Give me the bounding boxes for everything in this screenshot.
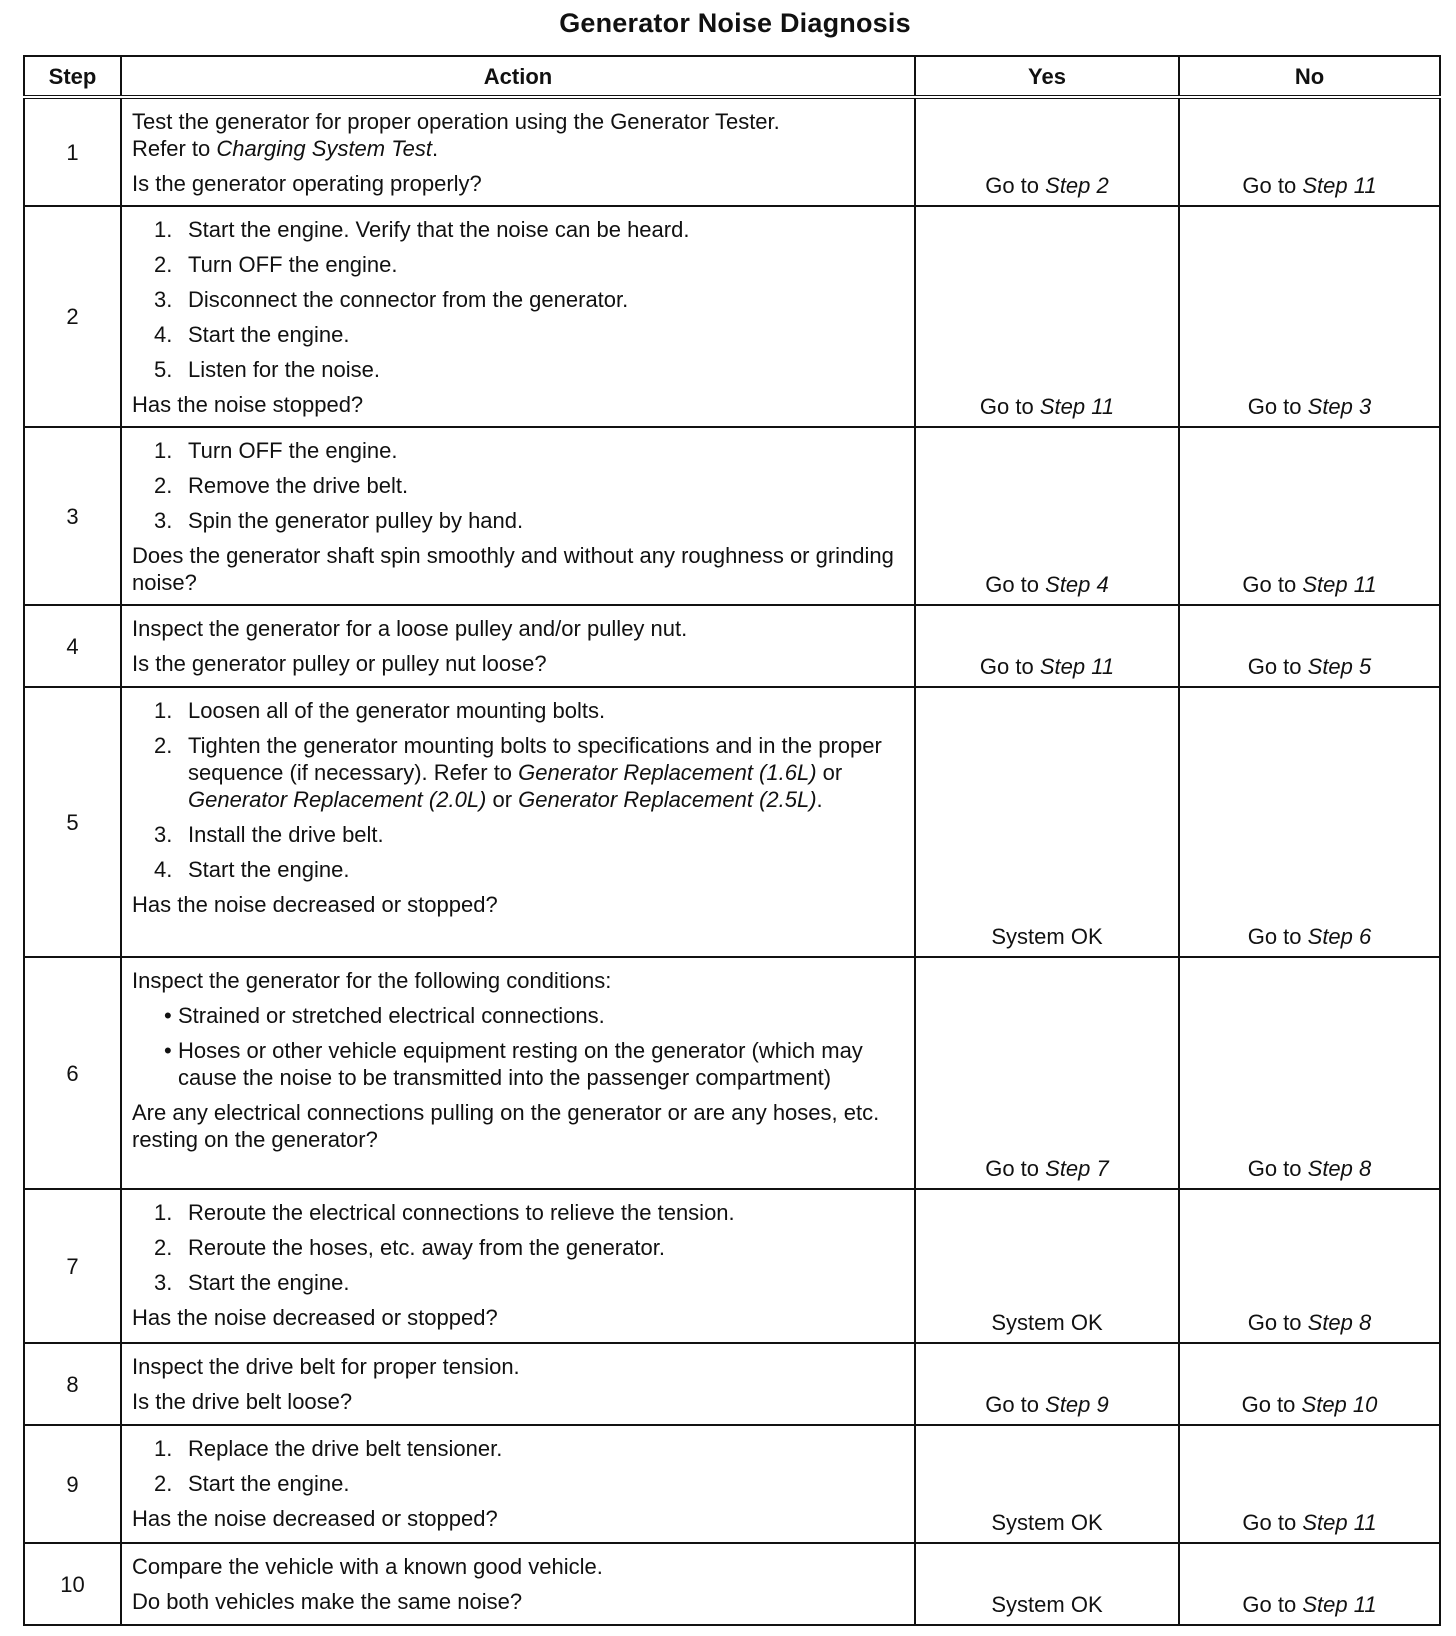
diagnosis-table <box>23 55 1441 1626</box>
table-row <box>24 605 1440 687</box>
action-cell <box>121 206 915 427</box>
question: Is the drive belt loose? <box>132 1389 353 1414</box>
list-item: 1. Reroute the electrical connections to relieve the tension. <box>154 1200 735 1225</box>
yes-cell: System OK <box>915 1543 1179 1625</box>
question: Has the noise decreased or stopped? <box>132 892 498 917</box>
list-item: 3. Spin the generator pulley by hand. <box>154 508 524 533</box>
step-number: 8 <box>24 1343 121 1425</box>
yes-cell: Go to Step 4 <box>915 427 1179 605</box>
table-row <box>24 1343 1440 1425</box>
list-item: 3. Disconnect the connector from the generator. <box>154 287 629 312</box>
yes-cell: Go to Step 7 <box>915 957 1179 1189</box>
list-item: 1. Start the engine. Verify that the noise can be heard. <box>154 217 690 242</box>
list-item: • Hoses or other vehicle equipment resting on the generator (which may cause the noise to be transmitted into the passenger compartment) <box>164 1038 863 1090</box>
step-number: 10 <box>24 1543 121 1625</box>
reference-link: Generator Replacement (2.5L) <box>518 787 817 812</box>
reference-link: Generator Replacement (1.6L) <box>518 760 817 785</box>
no-cell: Go to Step 11 <box>1179 1543 1440 1625</box>
list-item: 4. Start the engine. <box>154 857 350 882</box>
yes-cell: Go to Step 11 <box>915 206 1179 427</box>
question: Has the noise stopped? <box>132 392 364 417</box>
list-item: 1. Replace the drive belt tensioner. <box>154 1436 503 1461</box>
question: Are any electrical connections pulling on the generator or are any hoses, etc. resting on the generator? <box>132 1100 880 1152</box>
no-cell: Go to Step 11 <box>1179 1425 1440 1543</box>
yes-cell: System OK <box>915 1189 1179 1343</box>
no-cell: Go to Step 5 <box>1179 605 1440 687</box>
table-row <box>24 1189 1440 1343</box>
yes-cell: Go to Step 2 <box>915 97 1179 206</box>
question: Is the generator pulley or pulley nut loose? <box>132 651 547 676</box>
table-row <box>24 206 1440 427</box>
question: Does the generator shaft spin smoothly and without any roughness or grinding noise? <box>132 543 894 595</box>
header-yes: Yes <box>915 56 1179 97</box>
no-cell: Go to Step 11 <box>1179 97 1440 206</box>
action-cell <box>121 687 915 957</box>
list-item: • Strained or stretched electrical connections. <box>164 1003 605 1028</box>
reference-link: Generator Replacement (2.0L) <box>188 787 487 812</box>
yes-cell: System OK <box>915 687 1179 957</box>
no-cell: Go to Step 11 <box>1179 427 1440 605</box>
table-row <box>24 1425 1440 1543</box>
action-cell <box>121 605 915 687</box>
list-item: 3. Install the drive belt. <box>154 822 384 847</box>
action-cell <box>121 1543 915 1625</box>
action-cell <box>121 97 915 206</box>
header-no: No <box>1179 56 1440 97</box>
list-item: 2. Turn OFF the engine. <box>154 252 398 277</box>
action-text: Compare the vehicle with a known good vehicle. <box>132 1554 603 1579</box>
list-item: 5. Listen for the noise. <box>154 357 381 382</box>
step-number: 5 <box>24 687 121 957</box>
table-row <box>24 957 1440 1189</box>
step-number: 6 <box>24 957 121 1189</box>
header-row <box>24 56 1440 97</box>
action-cell <box>121 1189 915 1343</box>
no-cell: Go to Step 10 <box>1179 1343 1440 1425</box>
step-number: 4 <box>24 605 121 687</box>
list-item: 1. Turn OFF the engine. <box>154 438 398 463</box>
question: Has the noise decreased or stopped? <box>132 1506 498 1531</box>
table-row <box>24 97 1440 206</box>
action-cell <box>121 1425 915 1543</box>
yes-cell: Go to Step 11 <box>915 605 1179 687</box>
reference-link: Charging System Test <box>216 136 432 161</box>
list-item: 4. Start the engine. <box>154 322 350 347</box>
table-row <box>24 687 1440 957</box>
list-item: 1. Loosen all of the generator mounting bolts. <box>154 698 606 723</box>
question: Is the generator operating properly? <box>132 171 482 196</box>
step-number: 1 <box>24 97 121 206</box>
list-item: 2. Tighten the generator mounting bolts to specifications and in the proper sequence (if necessary). Refer to Generator Replacement (1.6L) or Generator Replacement (2.0L) or Generator Replacement (2.5L). <box>154 733 882 812</box>
action-cell <box>121 957 915 1189</box>
action-text: Inspect the generator for a loose pulley and/or pulley nut. <box>132 616 688 641</box>
table-row <box>24 427 1440 605</box>
no-cell: Go to Step 3 <box>1179 206 1440 427</box>
action-cell <box>121 1343 915 1425</box>
action-text: Test the generator for proper operation using the Generator Tester. Refer to Charging System Test. <box>132 109 780 161</box>
page-title: Generator Noise Diagnosis <box>559 8 911 38</box>
action-cell <box>121 427 915 605</box>
list-item: 2. Remove the drive belt. <box>154 473 409 498</box>
action-text: Inspect the drive belt for proper tension. <box>132 1354 520 1379</box>
yes-cell: Go to Step 9 <box>915 1343 1179 1425</box>
step-number: 9 <box>24 1425 121 1543</box>
list-item: 3. Start the engine. <box>154 1270 350 1295</box>
question: Has the noise decreased or stopped? <box>132 1305 498 1330</box>
header-step: Step <box>24 56 121 97</box>
question: Do both vehicles make the same noise? <box>132 1589 523 1614</box>
list-item: 2. Start the engine. <box>154 1471 350 1496</box>
step-number: 2 <box>24 206 121 427</box>
list-item: 2. Reroute the hoses, etc. away from the generator. <box>154 1235 665 1260</box>
no-cell: Go to Step 8 <box>1179 957 1440 1189</box>
step-number: 3 <box>24 427 121 605</box>
no-cell: Go to Step 6 <box>1179 687 1440 957</box>
no-cell: Go to Step 8 <box>1179 1189 1440 1343</box>
action-text: Inspect the generator for the following conditions: <box>132 968 612 993</box>
table-row <box>24 1543 1440 1625</box>
yes-cell: System OK <box>915 1425 1179 1543</box>
header-action: Action <box>121 56 915 97</box>
step-number: 7 <box>24 1189 121 1343</box>
